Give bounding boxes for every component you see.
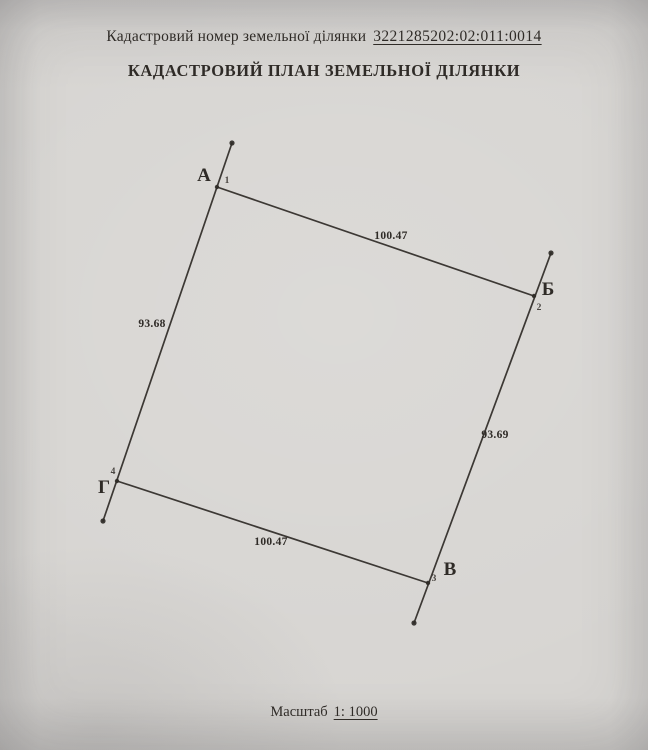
side-length-right: 93.69 — [481, 429, 509, 441]
vertex-letter-b: Б — [541, 279, 555, 300]
vertex-letter-a: А — [197, 165, 211, 186]
vertex-letter-v: В — [443, 559, 457, 580]
vertex-letter-g: Г — [97, 477, 111, 498]
line-end-dot — [411, 620, 416, 625]
cadastral-number-label: Кадастровий номер земельної ділянки — [106, 28, 367, 45]
corner-point-a — [215, 185, 219, 189]
corner-point-g — [115, 479, 119, 483]
scale-line — [0, 704, 648, 721]
line-end-dot — [548, 250, 553, 255]
vertex-number-2: 2 — [536, 303, 542, 313]
side-length-left: 93.68 — [138, 318, 166, 330]
boundary-line-bottom — [117, 481, 428, 583]
scale-value: 1: 1000 — [333, 704, 378, 720]
boundary-line-left — [103, 143, 232, 521]
scale-label: Масштаб — [270, 704, 328, 720]
vertex-number-4: 4 — [110, 467, 116, 477]
page-title: КАДАСТРОВИЙ ПЛАН ЗЕМЕЛЬНОЇ ДІЛЯНКИ — [127, 61, 521, 80]
vertex-number-1: 1 — [224, 176, 230, 186]
corner-point-v — [426, 581, 430, 585]
vertex-number-3: 3 — [431, 574, 437, 584]
line-end-dot — [100, 518, 105, 523]
side-length-bottom: 100.47 — [254, 536, 288, 548]
line-end-dot — [229, 140, 234, 145]
cadastral-number-value: 3221285202:02:011:0014 — [373, 28, 542, 45]
corner-point-b — [532, 294, 536, 298]
side-length-top: 100.47 — [374, 230, 408, 242]
